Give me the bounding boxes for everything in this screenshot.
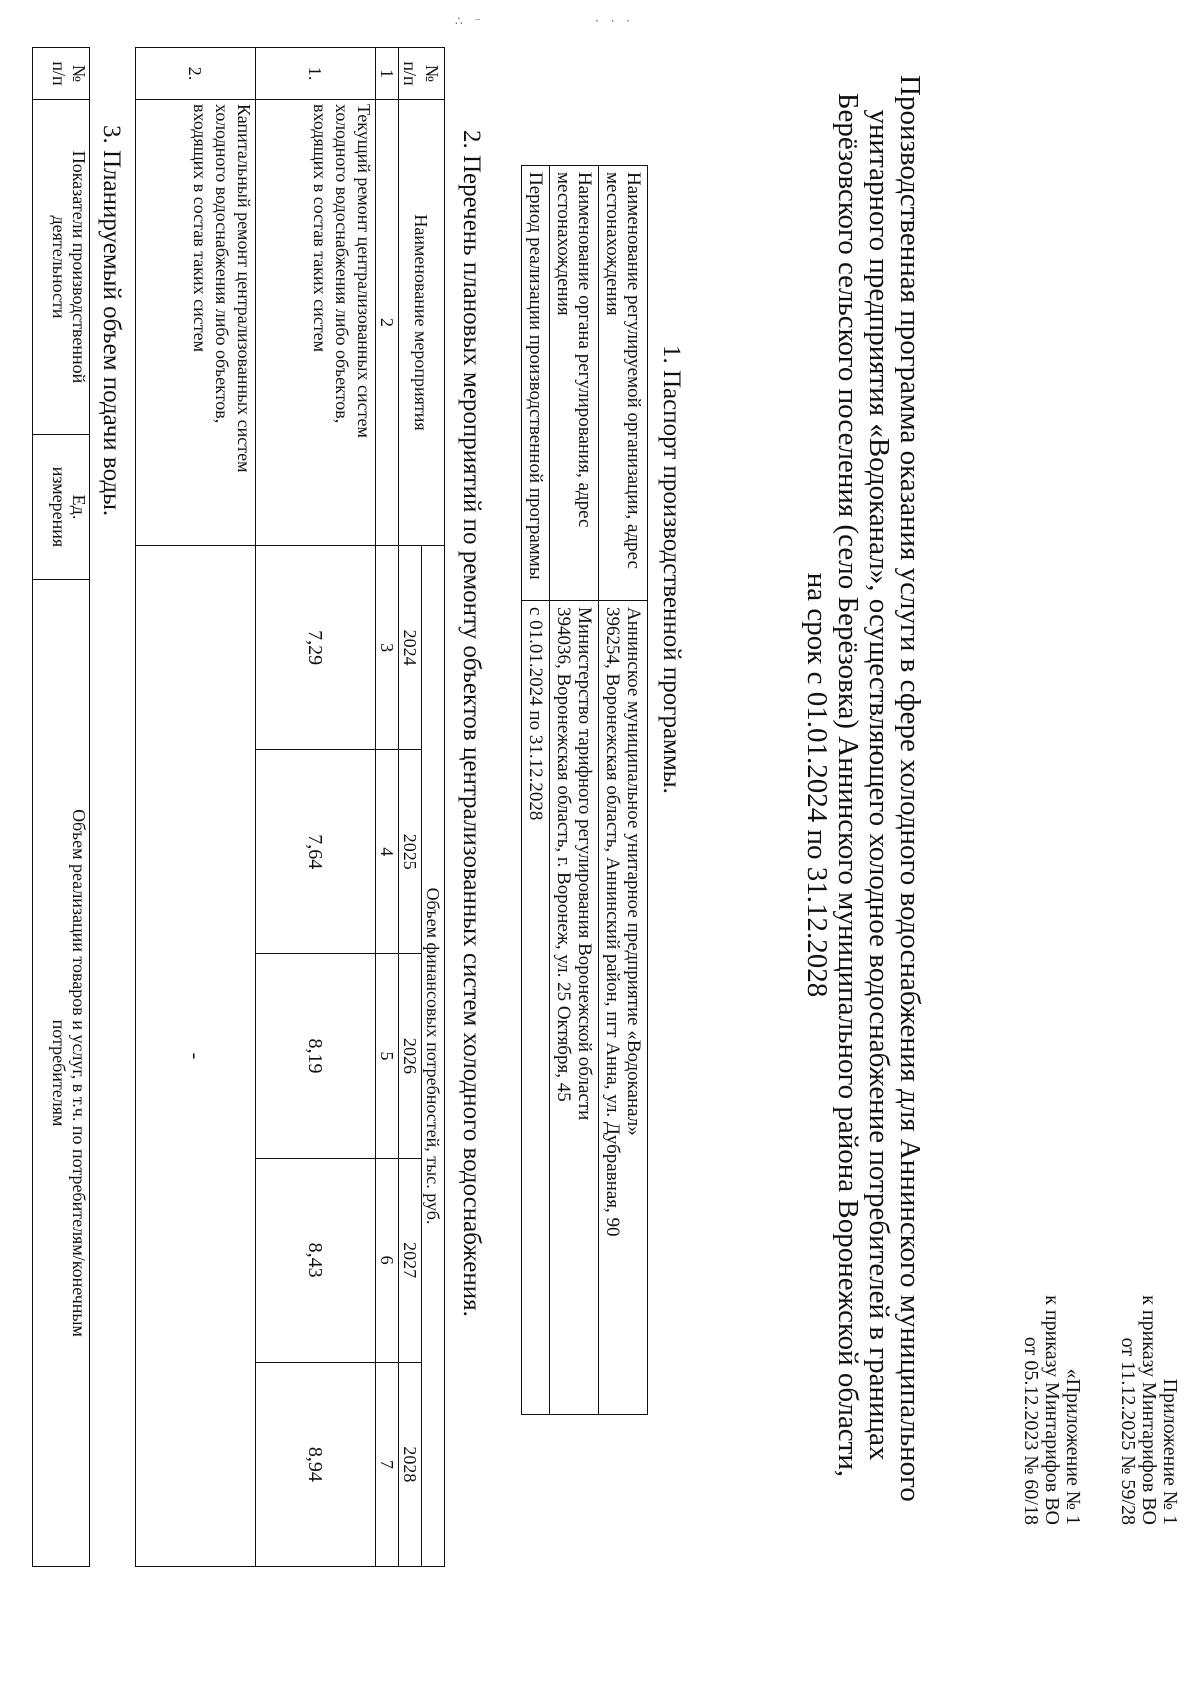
passport-value (550, 601, 599, 1415)
table-row (599, 166, 648, 1415)
header-year: 2024 (399, 546, 422, 750)
approval-previous-line2: к приказу Минтарифов ВО (1041, 1295, 1063, 1525)
section2-title: 2. Перечень плановых мероприятий по ремонту объектов централизованных систем холодного водоснабжения. (458, 130, 485, 1317)
header-year: 2026 (399, 954, 422, 1158)
row-name-line: холодного водоснабжения либо объектов, (212, 104, 232, 424)
scan-mark-left: ∴ ⁻ (455, 14, 485, 28)
passport-label-line: Период реализации производственной программы (525, 172, 546, 580)
header-num (33, 48, 90, 100)
row-name (256, 100, 376, 546)
approval-previous (1020, 1295, 1083, 1525)
title-line1: Производственная программа оказания услуги в сфере холодного водоснабжения для Аннинского муниципального (894, 75, 926, 1502)
section3-title: 3. Планируемый объем подачи воды. (98, 125, 125, 517)
approval-previous-line3: от 05.12.2023 № 60/18 (1020, 1336, 1042, 1525)
title-line3: Берёзовского сельского поселения (село Берёзовка) Аннинского муниципального района Воронежской области, (832, 92, 864, 1478)
rotated-page (40, 15, 1180, 1605)
header-num-line: № (69, 64, 89, 83)
table-row (522, 166, 550, 1415)
header-year: 2028 (399, 1362, 422, 1566)
passport-label (522, 166, 550, 601)
row-value: 8,43 (256, 1158, 376, 1362)
passport-value-line: Министерство тарифного регулирования Воронежской области (574, 607, 595, 1121)
scan-mark-right: · · · (595, 14, 635, 28)
header-volume-line: Объем реализации товаров и услуг, в т.ч. по потребителям/конечным (69, 809, 89, 1337)
passport-label (599, 166, 648, 601)
header-indicator (33, 100, 90, 435)
row-value-merged: - (136, 546, 256, 1567)
repair-plan-table (135, 47, 445, 1567)
header-num-line: № (422, 64, 443, 83)
approval-current-line3: от 11.12.2025 № 59/28 (1117, 1337, 1139, 1525)
row-name-line: холодного водоснабжения либо объектов, (332, 104, 352, 424)
table-row (256, 48, 376, 1567)
row-value: 8,19 (256, 954, 376, 1158)
column-number-row (376, 48, 399, 1567)
column-number: 4 (376, 750, 399, 954)
header-num-line: п/п (49, 61, 69, 86)
header-num (399, 48, 445, 100)
column-number: 1 (376, 48, 399, 100)
approval-previous-line1: «Приложение № 1 (1062, 1368, 1084, 1525)
row-name-line: входящих в состав таких систем (310, 104, 330, 353)
column-number: 7 (376, 1362, 399, 1566)
row-value: 7,64 (256, 750, 376, 954)
table-header-row (33, 48, 90, 1567)
passport-label-line: местонахождения (602, 172, 623, 316)
passport-label-line: Наименование органа регулирования, адрес (574, 172, 595, 528)
row-value: 8,94 (256, 1362, 376, 1566)
passport-table (521, 165, 648, 1415)
table-row (550, 166, 599, 1415)
header-year: 2027 (399, 1158, 422, 1362)
header-num-line: п/п (400, 61, 421, 86)
header-unit (33, 435, 90, 580)
passport-value-line: 396254, Воронежская область, Аннинский район, пгт Анна, ул. Дубравная, 90 (602, 607, 623, 1237)
header-unit-line: Ед. (69, 494, 89, 520)
header-name: Наименование мероприятия (399, 100, 445, 546)
passport-label-line: местонахождения (553, 172, 574, 316)
water-supply-table (32, 47, 90, 1567)
header-volume-line: потребителям (49, 1019, 69, 1127)
title-line2: унитарного предприятия «Водоканал», осуществляющего холодное водоснабжение потребителей в границах (863, 109, 895, 1461)
header-indicator-line: Показатели производственной (69, 150, 89, 384)
header-year: 2025 (399, 750, 422, 954)
passport-label-line: Наименование регулируемой организации, адрес (623, 172, 644, 569)
passport-value (599, 601, 648, 1415)
passport-value-line: 394036, Воронежская область, г. Воронеж, ул. 25 Октября, 45 (553, 607, 574, 1102)
row-name-line: входящих в состав таких систем (190, 104, 210, 353)
row-name-line: Капитальный ремонт централизованных систем (234, 104, 254, 473)
column-number: 5 (376, 954, 399, 1158)
header-indicator-line: деятельности (49, 215, 69, 319)
header-volume (33, 580, 90, 1567)
row-num: 2. (136, 48, 256, 100)
row-num: 1. (256, 48, 376, 100)
column-number: 3 (376, 546, 399, 750)
passport-value-line: Аннинское муниципальное унитарное предприятие «Водоканал» (623, 607, 644, 1136)
document-title (801, 75, 926, 1502)
row-value: 7,29 (256, 546, 376, 750)
passport-label (550, 166, 599, 601)
approval-current-line2: к приказу Минтарифов ВО (1138, 1295, 1160, 1525)
section1-title: 1. Паспорт производственной программы. (658, 345, 685, 794)
passport-value (522, 601, 550, 1415)
header-unit-line: измерения (49, 466, 69, 548)
approval-current-line1: Приложение № 1 (1159, 1378, 1181, 1525)
row-name (136, 100, 256, 546)
header-volume: Объем финансовых потребностей, тыс. руб. (422, 546, 445, 1567)
column-number: 6 (376, 1158, 399, 1362)
passport-value-line: с 01.01.2024 по 31.12.2028 (525, 607, 546, 821)
column-number: 2 (376, 100, 399, 546)
approval-current (1117, 1295, 1180, 1525)
table-header-row (422, 48, 445, 1567)
row-name-line: Текущий ремонт централизованных систем (354, 104, 374, 438)
table-row (136, 48, 256, 1567)
title-line4: на срок с 01.01.2024 по 31.12.2028 (801, 572, 833, 998)
